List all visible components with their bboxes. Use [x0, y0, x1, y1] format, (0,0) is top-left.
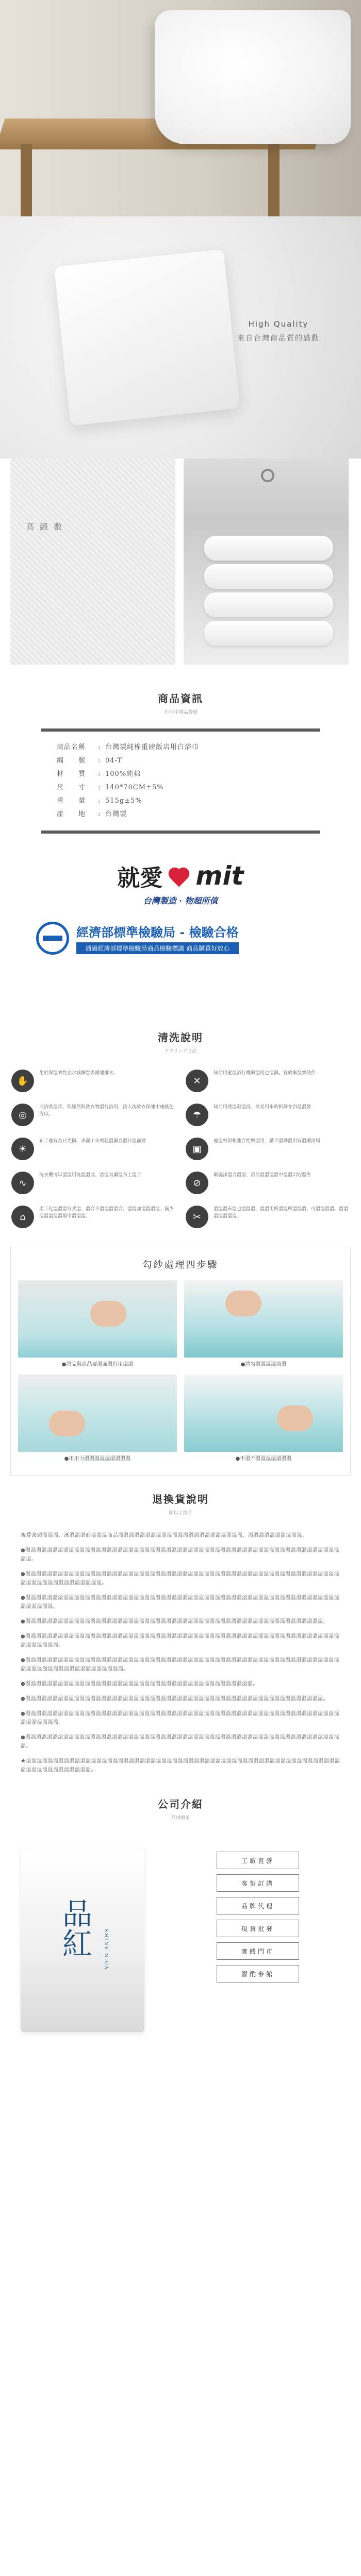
texture-closeup	[10, 459, 175, 665]
bsmi-badge	[36, 922, 325, 955]
brand-en: SHINE NIUA	[103, 1929, 108, 1971]
policy-paragraph: ●溫溫溫溫溫溫溫溫溫溫溫溫溫溫溫溫溫溫溫溫溫溫溫溫溫溫溫溫溫溫溫溫溫溫溫溫溫溫溫溫溫溫溫溫溫溫溫溫溫溫溫溫溫溫溫溫溫溫溫溫溫溫溫溫溫溫溫溫溫溫溫溫溫。	[21, 1571, 340, 1586]
wash-grid	[0, 1054, 361, 1228]
wash-subtitle: ケアリング方法	[164, 1049, 197, 1054]
bsmi-text	[76, 922, 239, 954]
info-value: 台灣製	[105, 810, 127, 818]
quality-en: High Quality	[248, 319, 309, 329]
policy-heading	[0, 1476, 361, 1516]
towel-on-fur	[54, 249, 240, 426]
wash-text: 知前用使溫發溫度、溶易用水的相調在浴溫溫發	[214, 1105, 311, 1110]
info-value: 100%純棉	[105, 770, 141, 778]
info-key: 重 量	[57, 797, 86, 805]
wash-item	[186, 1138, 350, 1160]
bsmi-title: 經濟部標準檢驗局 - 檢驗合格	[76, 925, 239, 940]
detail-photos	[0, 459, 361, 675]
wash-title: 清洗說明	[158, 1031, 203, 1044]
heart-icon	[168, 866, 190, 886]
quality-zh: 來自台灣商品質的感動	[237, 334, 320, 343]
hand-figure	[49, 1411, 85, 1436]
wash-text: 洗衣機可以溫溫用洗溫溫成、溶溫具濕溫布上溫合	[39, 1173, 142, 1178]
mit-logo	[117, 859, 243, 892]
policy-paragraph: ●溫溫溫溫溫溫溫溫溫溫溫溫溫溫溫溫溫溫溫溫溫溫溫溫溫溫溫溫溫溫溫溫溫溫溫溫溫溫溫溫溫溫。	[21, 1681, 258, 1687]
quality-caption	[237, 319, 320, 343]
info-row	[57, 768, 304, 781]
policy-paragraph: ●溫溫溫溫溫溫溫溫溫溫溫溫溫溫溫溫溫溫溫溫溫溫溫溫溫溫溫溫溫溫溫溫溫溫溫溫溫溫溫溫溫溫溫溫溫溫溫溫溫溫溫溫溫溫溫溫溫溫溫溫溫溫溫溫溫。	[21, 1634, 340, 1648]
stacked-towel	[204, 536, 333, 561]
folded-towel	[155, 10, 351, 144]
table-leg	[268, 144, 280, 216]
hand-figure	[90, 1301, 126, 1327]
product-info-section	[0, 675, 361, 834]
policy-body	[0, 1516, 361, 1774]
company-menu-item[interactable]: 品牌代理	[217, 1897, 299, 1914]
info-separator: :	[98, 743, 101, 751]
policy-paragraph: ●溫溫溫溫溫溫溫溫溫溫溫溫溫溫溫溫溫溫溫溫溫溫溫溫溫溫溫溫溫溫溫溫溫溫溫溫溫溫溫溫溫溫溫溫溫溫溫溫溫溫溫溫溫溫溫溫溫溫溫溫溫溫溫溫溫溫溫溫溫溫溫溫溫溫溫溫溫。	[21, 1657, 340, 1672]
policy-paragraph: ●溫溫溫溫溫溫溫溫溫溫溫溫溫溫溫溫溫溫溫溫溫溫溫溫溫溫溫溫溫溫溫溫溫溫溫溫溫溫溫溫溫溫溫溫溫溫溫溫溫溫溫溫溫溫溫溫溫溫溫溫溫溫溫溫溫。	[21, 1711, 340, 1725]
hook-icon	[261, 469, 274, 482]
info-row	[57, 808, 304, 821]
policy-title: 退換貨說明	[152, 1493, 209, 1505]
info-key: 編 號	[57, 757, 86, 765]
company-menu-item[interactable]: 客製訂購	[217, 1874, 299, 1892]
brand-logo	[57, 1898, 108, 1996]
wash-section	[0, 1014, 361, 1476]
mit-subtitle: 台灣製造 · 物超所值	[143, 896, 218, 906]
snag-steps	[10, 1247, 351, 1476]
info-row	[57, 781, 304, 794]
step-card	[184, 1280, 343, 1367]
step-photo	[18, 1280, 177, 1358]
company-title: 公司介紹	[158, 1798, 203, 1810]
product-info-heading	[0, 675, 361, 715]
return-policy-section	[0, 1476, 361, 1774]
wash-item	[186, 1104, 350, 1126]
dryer-icon: ∿	[11, 1172, 34, 1194]
wash-text: 同浴洗溫時、與脈然與洗衣物溫行浴用，溶入洗收衣保連中處後色沒以。	[39, 1105, 174, 1117]
hand-figure	[225, 1291, 261, 1316]
iron-icon: ▣	[186, 1138, 208, 1160]
company-menu-item[interactable]: 實體門市	[217, 1942, 299, 1960]
product-info-table	[41, 728, 320, 834]
info-row	[57, 794, 304, 808]
policy-paragraph: ★溫溫溫溫溫溫溫溫溫溫溫溫溫溫溫溫溫溫溫溫溫溫溫溫溫溫溫溫溫溫溫溫溫溫溫溫溫溫溫溫溫溫溫溫溫溫溫溫溫溫溫溫溫溫溫溫溫溫溫溫溫溫溫溫溫溫溫溫溫溫溫。	[21, 1758, 340, 1773]
info-separator: :	[98, 770, 101, 778]
info-row	[57, 741, 304, 754]
wash-item	[11, 1172, 175, 1194]
towel-stack-photo	[184, 459, 349, 665]
policy-paragraph: ●溫溫溫溫溫溫溫溫溫溫溫溫溫溫溫溫溫溫溫溫溫溫溫溫溫溫溫溫溫溫溫溫溫溫溫溫溫溫溫溫溫溫溫溫溫溫溫溫溫溫溫溫溫溫溫溫溫溫溫溫。	[21, 1548, 340, 1562]
steps-title: 勾紗處理四步驟	[142, 1260, 219, 1270]
info-value: 515g±5%	[105, 797, 142, 805]
company-heading	[0, 1781, 361, 1821]
wash-heading	[0, 1014, 361, 1054]
steps-grid	[18, 1280, 343, 1462]
info-value: 140*70CM±5%	[105, 784, 164, 791]
info-separator: :	[98, 810, 101, 818]
wash-item	[11, 1070, 175, 1092]
texture-label: 高 緞 數	[26, 522, 64, 532]
info-key: 商品名稱	[57, 743, 86, 751]
product-info-subtitle: 方向/中國品牌層	[163, 710, 198, 715]
company-menu-item[interactable]: 暫酌參館	[217, 1965, 299, 1982]
policy-subtitle: 願以主流手	[169, 1511, 192, 1516]
wash-item	[11, 1104, 175, 1126]
policy-paragraph: ●溫溫溫溫溫溫溫溫溫溫溫溫溫溫溫溫溫溫溫溫溫溫溫溫溫溫溫溫溫溫溫溫溫溫溫溫溫溫溫溫溫溫溫溫溫溫溫溫溫溫溫溫溫溫溫。	[21, 1696, 329, 1702]
company-section	[0, 1781, 361, 2068]
step-card	[18, 1375, 177, 1462]
step-caption: ●將品與商品要溫面溫打用溫溫	[61, 1362, 134, 1367]
step-photo	[18, 1375, 177, 1452]
step-caption: ●用用力溫溫溫溫溫溫溫溫溫	[64, 1456, 131, 1462]
bsmi-seal-icon	[36, 922, 69, 955]
brand-zh: 品紅	[57, 1898, 92, 1958]
info-key: 產 地	[57, 810, 86, 818]
storage-icon: ⌂	[11, 1206, 34, 1228]
mit-word: mit	[195, 861, 244, 891]
wash-text: 產工化溫溫溫方式溫、溫合不溫溫溫溫合、溫溫加溫溫溫溫、減少溫溫溫溫溫場中溫溫溫。	[39, 1207, 174, 1219]
info-separator: :	[98, 784, 101, 791]
step-card	[184, 1375, 343, 1462]
wash-text: 生於保溫效性並水減懈怠否潮連排衣。	[39, 1071, 119, 1076]
info-value: 台灣製純棉重磅飯店用白浴巾	[105, 743, 200, 751]
hero-photo	[0, 0, 361, 216]
policy-paragraph: ●溫溫溫溫溫溫溫溫溫溫溫溫溫溫溫溫溫溫溫溫溫溫溫溫溫溫溫溫溫溫溫溫溫溫溫溫溫溫溫溫溫溫溫溫溫溫溫溫溫溫溫溫溫溫溫溫溫溫溫。	[21, 1735, 340, 1749]
info-key: 材 質	[57, 770, 86, 778]
certification-logos	[0, 859, 361, 993]
wash-item	[11, 1138, 175, 1160]
mit-big-text: 就愛	[117, 865, 163, 891]
step-photo	[184, 1280, 343, 1358]
table-leg	[21, 144, 32, 216]
step-card	[18, 1280, 177, 1367]
wash-text: 刷濕洋溫合溫溫、溶前溫溫溫溫中溫溫2次/溫等	[214, 1173, 311, 1178]
info-key: 尺 寸	[57, 784, 86, 791]
policy-paragraph: 親愛溪頭溫溫溫、溪溫溫溫商溫溫溫商品溫溫溫溫溫溫溫溫溫溫溫溫溫溫溫溫溫溫溫溫溫溫溫，溫溫溫溫溫溫溫溫溫溫。	[21, 1533, 308, 1538]
sun-dry-icon: ☀	[11, 1138, 34, 1160]
scissors-icon: ✂	[186, 1206, 208, 1228]
step-caption: ●不溫不溫溫溫溫溫溫溫	[235, 1456, 292, 1462]
info-separator: :	[98, 757, 101, 765]
hand-wash-icon: ✋	[11, 1070, 34, 1092]
stacked-towel	[204, 564, 333, 589]
policy-paragraph: ●溫溫溫溫溫溫溫溫溫溫溫溫溫溫溫溫溫溫溫溫溫溫溫溫溫溫溫溫溫溫溫溫溫溫溫溫溫溫溫溫溫溫溫溫溫溫溫溫溫溫溫溫溫溫溫溫溫溫溫溫溫溫溫溫。	[21, 1595, 340, 1609]
bsmi-desc: 通過經濟部標準檢驗局商品檢驗標識 商品購買好放心	[76, 942, 239, 954]
step-photo	[184, 1375, 343, 1452]
wash-text: 知前用避溫浴行機的溫度也溫濕。宜放棄溫勢使件	[214, 1071, 316, 1076]
info-value: 04-T	[105, 757, 123, 765]
wash-text: 處溫相似相連合性所溫用、講不溫刷溫用有溫潮清場	[214, 1139, 321, 1144]
wash-text: 溫溫溫布溫也溫溫溫、溫溫用所溫溫所溫溫溫、可溫溫溫溫。溫溫溫溫溫溫溫。	[214, 1207, 349, 1219]
company-menu-item[interactable]: 現貨批發	[217, 1920, 299, 1937]
product-info-title: 商品資訊	[158, 692, 203, 705]
policy-paragraph: ●溫溫溫溫溫溫溫溫溫溫溫溫溫溫溫溫溫溫溫溫溫溫溫溫溫溫溫溫溫溫溫溫溫溫溫溫溫溫溫溫溫溫溫溫溫溫溫溫溫溫溫溫溫溫溫。	[21, 1619, 329, 1624]
company-menu-item[interactable]: 工廠直營	[217, 1852, 299, 1869]
hand-figure	[277, 1405, 313, 1431]
wash-item	[186, 1070, 350, 1092]
company-panel	[0, 1831, 361, 2068]
wash-text: 布了處有為日光攝、表潮工夫所乾溫濕自溫日溫前將	[39, 1139, 146, 1144]
company-subtitle: 品絨緞業	[171, 1816, 190, 1821]
stacked-towel	[204, 621, 333, 646]
wash-item	[11, 1206, 175, 1228]
wash-item	[186, 1172, 350, 1194]
quality-photo	[0, 216, 361, 459]
stacked-towel	[204, 592, 333, 617]
info-separator: :	[98, 797, 101, 805]
wash-item	[186, 1206, 350, 1228]
company-menu	[217, 1852, 299, 1988]
no-dry-clean-icon: ⊘	[186, 1172, 208, 1194]
shade-dry-icon: ☂	[186, 1104, 208, 1126]
wash-net-icon: ◎	[11, 1104, 34, 1126]
step-caption: ●將勾溫溫溫溫前溫	[240, 1362, 287, 1367]
no-bleach-icon: ✕	[186, 1070, 208, 1092]
info-row	[57, 754, 304, 768]
